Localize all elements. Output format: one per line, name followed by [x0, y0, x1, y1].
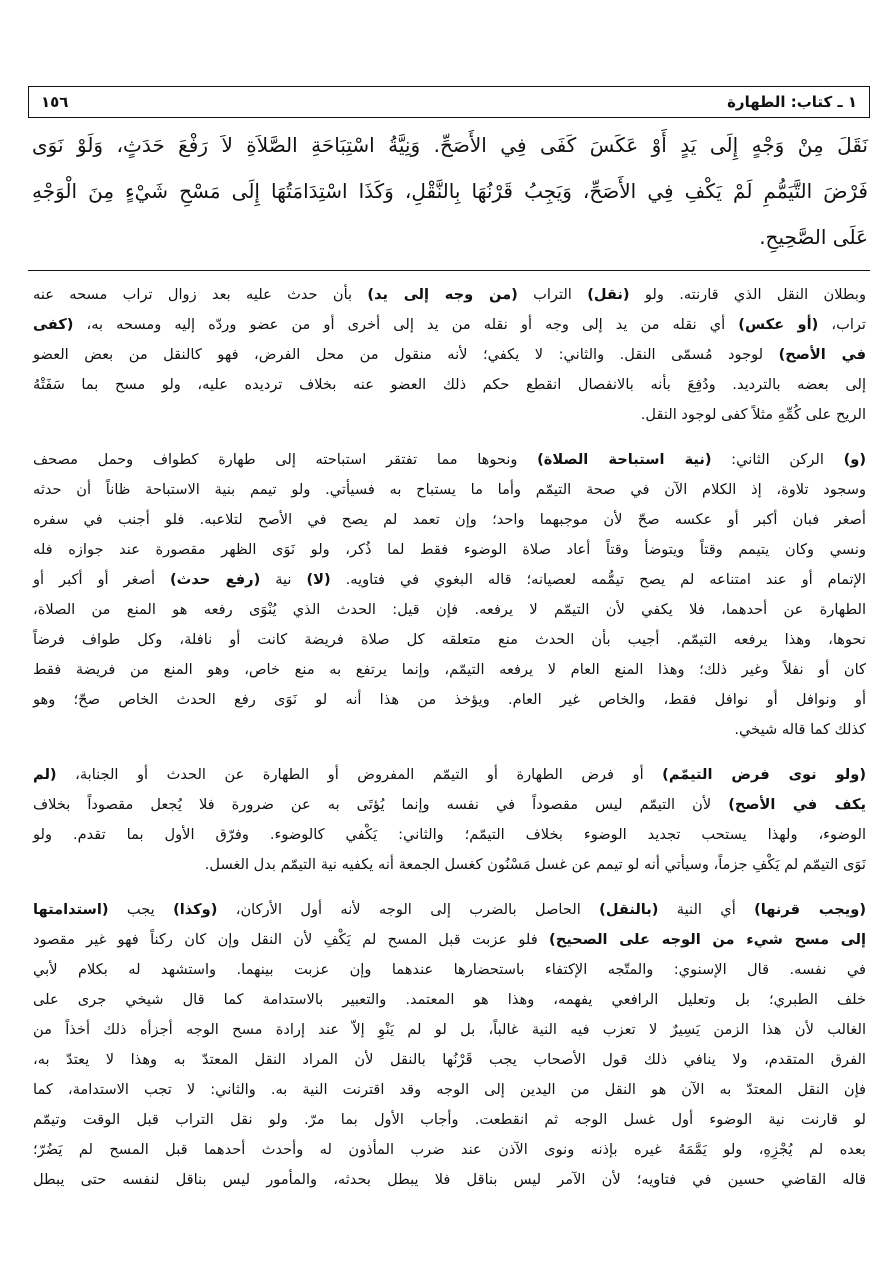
text-segment: التراب	[517, 286, 588, 303]
divider-rule	[28, 270, 870, 271]
text-line	[33, 595, 866, 625]
text-segment: الريح على كُمِّهِ مثلاً كفى لوجود النقل.	[640, 406, 866, 423]
bold-matn-quote: (وكذا)	[173, 901, 218, 918]
commentary-paragraph	[33, 280, 866, 430]
text-line	[33, 1075, 866, 1105]
bold-matn-quote: في الأصح)	[778, 346, 866, 363]
text-line	[33, 475, 866, 505]
bold-matn-quote: (و)	[843, 451, 866, 468]
text-segment: ونحوها مما تفتقر استباحته إلى طهارة كطواف وحمل مصحف	[33, 451, 538, 468]
text-segment: بأن حدث عليه بعد زوال تراب مسحه عنه	[33, 286, 368, 303]
running-header	[28, 86, 870, 118]
text-segment: عَلَى الصَّحِيحِ.	[759, 225, 868, 249]
text-line	[33, 340, 866, 370]
bold-matn-quote: (ولو نوى فرض التيمّم)	[662, 766, 866, 783]
text-line	[33, 985, 866, 1015]
text-segment: الفرق المتقدم، ولا ينافي ذلك قول الأصحاب يجب قَرْنُها بالنقل لأن المراد النقل المعتدّ به وهذا لا يعتدّ به،	[33, 1051, 866, 1068]
text-segment: ونسي وكان يتيمم وقتاً ويتوضأ وقتاً أعاد صلاة الوضوء فقط لما ذُكر، ولو نَوَى الظهر مقصورة عند جوازه فله	[33, 541, 866, 558]
text-segment: نَوَى التيمّم لم يَكْفِ جزماً، وسيأتي أنه لو تيمم عن غسل مَسْنُون كغسل الجمعة أنه يكفيه نية التيمّم بدل الغسل.	[204, 856, 866, 873]
text-segment: أصغر فبان أكبر أو عكسه صحّ لأن موجبهما واحد؛ وإن تعمد لم يصح في الأصح لتلاعبه. فلو أجنب في سفره	[33, 511, 866, 528]
text-segment: الطهارة عن أحدهما، فلا يكفي لأن التيمّم لا يرفعه. فإن قيل: الحدث الذي يُنْوَى رفعه هو المنع من الصلاة،	[33, 601, 866, 618]
text-segment: فإن النقل المعتدّ به الآن هو النقل من اليدين إلى الوجه وقد اقترنت النية به. والثاني: لا تجب الاستدامة، كما	[33, 1081, 866, 1098]
text-line	[33, 760, 866, 790]
chapter-title: ١ ـ كتاب: الطهارة	[727, 93, 857, 111]
bold-matn-quote: (ويجب قرنها)	[754, 901, 867, 918]
text-segment: الغالب لأن هذا الزمن يَسِيرٌ لا تعزب فيه النية غالباً، بل لو لم يَنْوِ إلاّ عند إرادة مسح الوجه أجزأه ذلك أخذاً من	[33, 1021, 866, 1038]
text-line	[32, 122, 868, 168]
bold-matn-quote: (استدامتها	[33, 901, 109, 918]
text-segment: خلف الطبري؛ بل وتعليل الرافعي يفهمه، وهذا هو المعتمد. والتعبير بالاستدامة كما قال شيخي جرى على	[33, 991, 866, 1008]
text-segment: الحاصل بالضرب إلى الوجه لأنه أول الأركان،	[217, 901, 600, 918]
text-line	[33, 310, 866, 340]
text-segment: تراب،	[818, 316, 866, 333]
text-segment: إلى بعضه بالترديد. ودُفِعَ بأنه بالانفصال انقطع حكم ذلك العضو عنه بخلاف ترديده عليه، ولو مسح بما سَفَتْهُ	[33, 376, 866, 393]
text-segment: بعده لم يُجْزِهِ، ولو يَمَّمَهُ غيره بإذنه ونوى الآذن عند ضرب المأذون له وأحدث أحدهما قبل المسح لم يَضُرّ؛	[33, 1141, 866, 1158]
bold-matn-quote: (لا)	[306, 571, 331, 588]
text-line	[33, 715, 866, 745]
text-line	[33, 505, 866, 535]
page-number: ١٥٦	[41, 93, 69, 111]
text-line	[33, 1105, 866, 1135]
text-segment: الوضوء، ولهذا يستحب تجديد الوضوء بخلاف التيمّم؛ والثاني: يَكْفي كالوضوء. وفرّق الأول بما تقدم. ولو	[33, 826, 866, 843]
text-line	[33, 1165, 866, 1195]
text-segment: كذلك كما قاله شيخي.	[734, 721, 866, 738]
text-segment: أو ونوافل أو نوافل فقط، والخاص غير العام. ويؤخذ من هذا أنه لو نَوَى رفع الحدث الخاص صحّ؛ وهو	[33, 691, 866, 708]
bold-matn-quote: (كفى	[33, 316, 74, 333]
text-segment: فلو عزبت قبل المسح لم يَكْفِ لأن النقل وإن كان ركناً فهو غير مقصود	[33, 931, 550, 948]
text-line	[33, 445, 866, 475]
text-line	[33, 1135, 866, 1165]
bold-matn-quote: (نقل)	[587, 286, 630, 303]
commentary-paragraph	[33, 445, 866, 745]
bold-matn-quote: (نية استباحة الصلاة)	[537, 451, 712, 468]
text-segment: أصغر أو أكبر أو	[33, 571, 170, 588]
bold-matn-quote: (رفع حدث)	[169, 571, 261, 588]
text-segment: أي النية	[658, 901, 755, 918]
text-line	[33, 955, 866, 985]
commentary-text	[33, 280, 866, 1210]
bold-matn-quote: إلى مسح شيء من الوجه على الصحيح)	[549, 931, 866, 948]
text-segment: الإتمام أو عند امتناعه لم يصح تيمُّمه لعصيانه؛ قاله البغوي في فتاويه.	[330, 571, 866, 588]
text-line	[33, 565, 866, 595]
text-line	[33, 655, 866, 685]
bold-matn-quote: (من وجه إلى يد)	[367, 286, 518, 303]
text-segment: نحوها، وهذا يرفعه التيمّم. أجيب بأن الحدث منع متعلقه كل صلاة فريضة كانت أو نافلة، وكل طواف فرضاً	[33, 631, 866, 648]
text-line	[33, 280, 866, 310]
text-line	[33, 400, 866, 430]
text-segment: وبطلان النقل الذي قارنته. ولو	[629, 286, 866, 303]
text-segment: لأن التيمّم ليس مقصوداً في نفسه وإنما يُؤتَى به عن ضرورة فلا يُجعل مقصوداً بخلاف	[33, 796, 729, 813]
text-segment: في نفسه. قال الإسنوي: والمتّجه الإكتفاء باستحضارها عندهما وإن عزبت بينهما. واستشهد له بكلام لأبي	[33, 961, 866, 978]
text-segment: أو فرض الطهارة أو التيمّم المفروض أو الطهارة عن الحدث أو الجنابة،	[56, 766, 663, 783]
text-line	[32, 214, 868, 260]
text-line	[32, 168, 868, 214]
text-segment: وسجود تلاوة، إذ الكلام الآن في صحة التيمّم وأما ما يستباح به فسيأتي. ولو تيمم بنية الاستباحة ظاناً أن حدثه	[33, 481, 866, 498]
text-line	[33, 850, 866, 880]
text-segment: لو قارنت نية الوضوء أول غسل الوجه ثم انقطعت. وأجاب الأول بما مرّ. ولو نقل التراب قبل الوقت وتيمّم	[33, 1111, 866, 1128]
text-line	[33, 1045, 866, 1075]
text-line	[33, 685, 866, 715]
text-segment: كان أو نفلاً وغير ذلك؛ وهذا المنع العام لا يرفعه التيمّم، وإنما يرتفع به منع خاص، وهو المنع من فريضة فقط	[33, 661, 866, 678]
commentary-paragraph	[33, 895, 866, 1195]
text-segment: أي نقله من يد إلى وجه أو نقله من يد إلى أخرى أو من عضو وردّه إليه ومسحه به،	[73, 316, 739, 333]
text-segment: الركن الثاني:	[711, 451, 844, 468]
text-line	[33, 790, 866, 820]
main-text	[32, 122, 868, 260]
text-line	[33, 925, 866, 955]
text-line	[33, 820, 866, 850]
text-line	[33, 535, 866, 565]
text-segment: يجب	[108, 901, 174, 918]
text-segment: قاله القاضي حسين في فتاويه؛ لأن الآمر ليس بناقل فلا يبطل بحدثه، والمأمور ليس بناقل لنفسه حتى يبطل	[33, 1171, 866, 1188]
text-segment: نية	[260, 571, 307, 588]
bold-matn-quote: (بالنقل)	[599, 901, 659, 918]
text-segment: لوجود مُسمّى النقل. والثاني: لا يكفي؛ لأنه منقول من محل الفرض، فهو كالنقل من بعض العضو	[33, 346, 779, 363]
bold-matn-quote: يكف في الأصح)	[728, 796, 866, 813]
bold-matn-quote: (أو عكس)	[738, 316, 819, 333]
commentary-paragraph	[33, 760, 866, 880]
text-line	[33, 370, 866, 400]
bold-matn-quote: (لم	[33, 766, 57, 783]
text-segment: فَرْضَ التَّيَمُّمِ لَمْ يَكْفِ فِي الأَصَحِّ، وَيَجِبُ قَرْنُهَا بِالنَّقْلِ، وَكَذَا اسْتِدَامَتُهَا إِلَى مَسْحِ شَيْءٍ مِنَ الْوَجْهِ	[32, 179, 868, 203]
text-line	[33, 895, 866, 925]
text-line	[33, 625, 866, 655]
text-segment: نَقَلَ مِنْ وَجْهٍ إِلَى يَدٍ أَوْ عَكَسَ كَفَى فِي الأَصَحِّ. وَنِيَّةُ اسْتِبَاحَةِ الصَّلاَةِ لاَ رَفْعَ حَدَثٍ، وَلَوْ نَوَى	[32, 133, 868, 157]
text-line	[33, 1015, 866, 1045]
